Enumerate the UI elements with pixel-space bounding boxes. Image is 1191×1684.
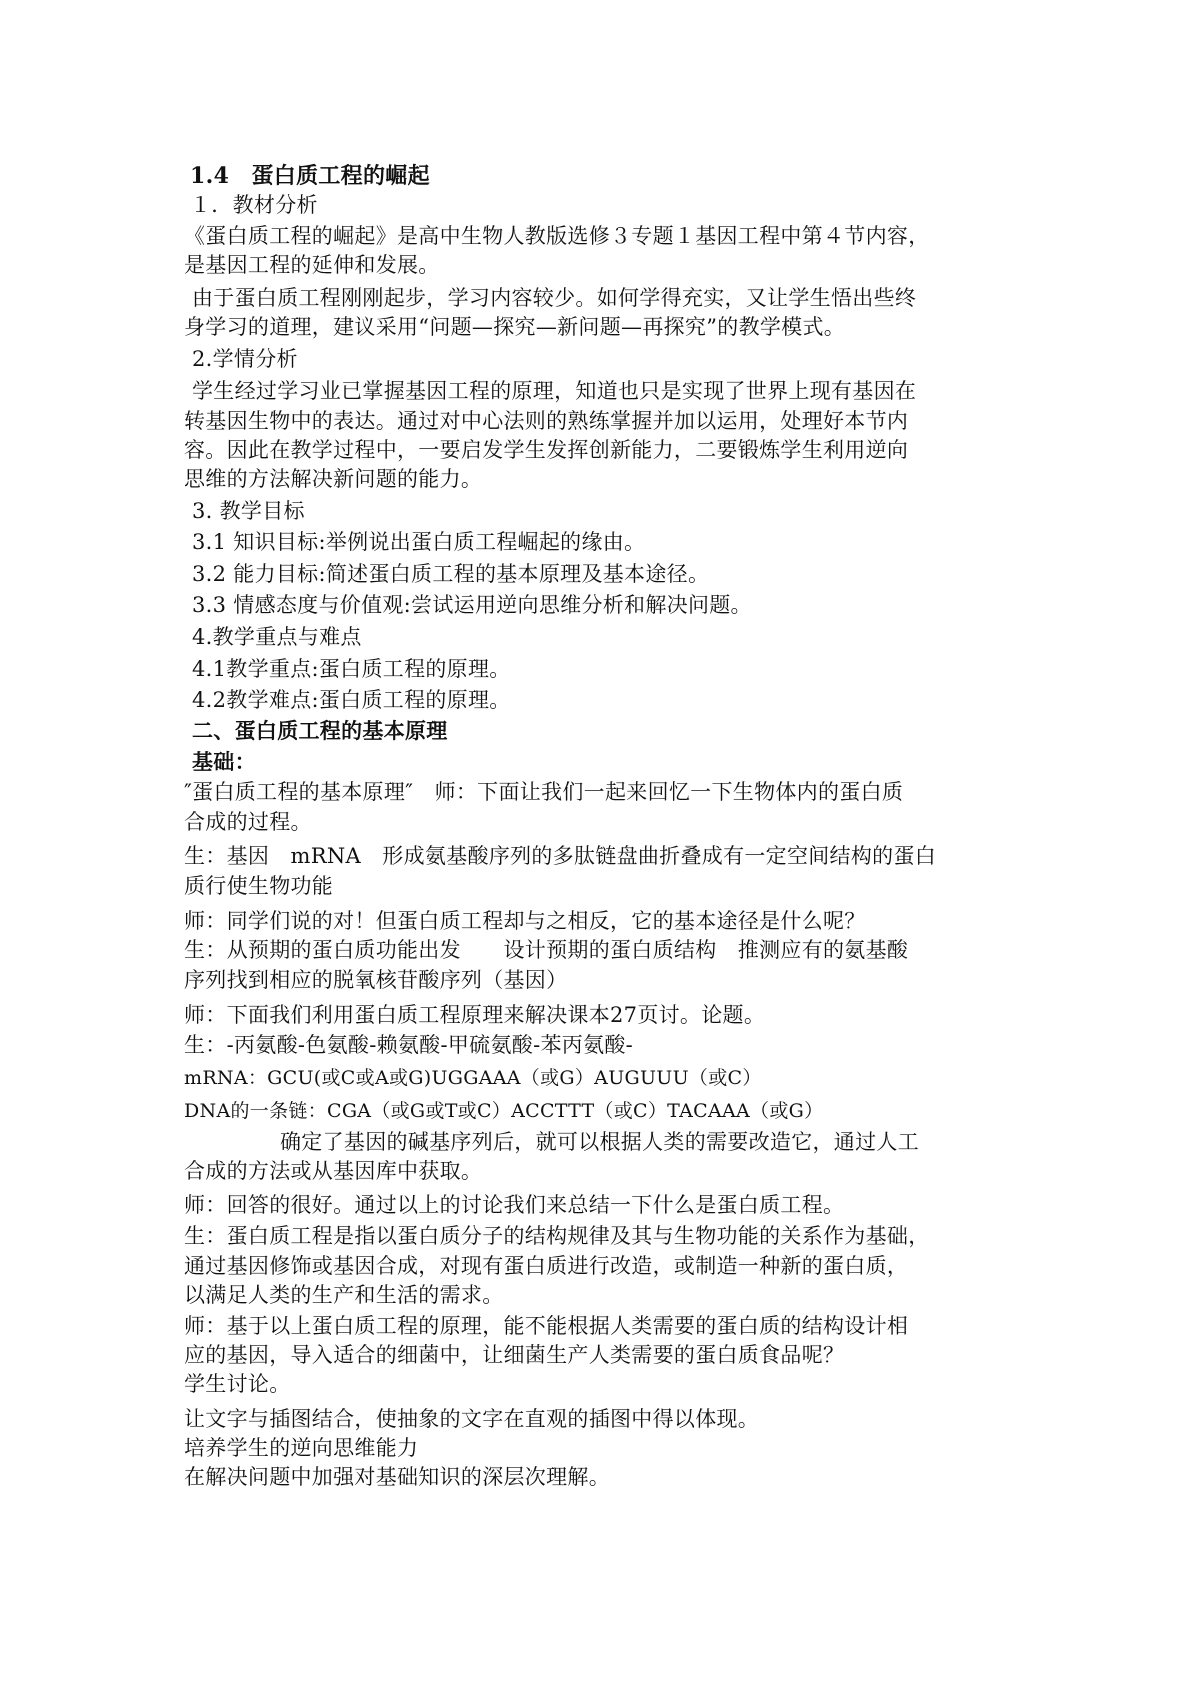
paragraph-line: 《蛋白质工程的崛起》是高中生物人教版选修３专题１基因工程中第４节内容， xyxy=(184,224,930,248)
section-heading: 3. 教学目标 xyxy=(192,499,305,523)
paragraph-line: 学生讨论。 xyxy=(184,1372,291,1396)
paragraph-line: 思维的方法解决新问题的能力。 xyxy=(184,467,483,491)
paragraph-line: 3.2 能力目标:简述蛋白质工程的基本原理及基本途径。 xyxy=(192,562,710,586)
paragraph-line: 合成的方法或从基因库中获取。 xyxy=(184,1159,483,1183)
paragraph-line: 序列找到相应的脱氧核苷酸序列（基因） xyxy=(184,968,568,992)
paragraph-line: 在解决问题中加强对基础知识的深层次理解。 xyxy=(184,1465,610,1489)
paragraph-line: 4.1教学重点:蛋白质工程的原理。 xyxy=(192,657,511,681)
subheading: 基础： xyxy=(192,749,256,774)
paragraph-line: 3.3 情感态度与价值观:尝试运用逆向思维分析和解决问题。 xyxy=(192,593,752,617)
paragraph-line: 生：-丙氨酸-色氨酸-赖氨酸-甲硫氨酸-苯丙氨酸- xyxy=(184,1033,634,1057)
section-heading: １．教材分析 xyxy=(190,193,318,217)
paragraph-line: 通过基因修饰或基因合成，对现有蛋白质进行改造，或制造一种新的蛋白质， xyxy=(184,1254,909,1278)
mrna-sequence-line: mRNA：GCU(或C或A或G)UGGAAA（或G）AUGUUU（或C） xyxy=(184,1067,762,1089)
dna-sequence-line: DNA的一条链：CGA（或G或T或C）ACCTTT（或C）TACAAA（或G） xyxy=(184,1100,824,1122)
paragraph-line: 合成的过程。 xyxy=(184,810,312,834)
paragraph-line: 师：下面我们利用蛋白质工程原理来解决课本27页讨。论题。 xyxy=(184,1003,766,1027)
section-heading: 4.教学重点与难点 xyxy=(192,625,362,649)
paragraph-line: 4.2教学难点:蛋白质工程的原理。 xyxy=(192,688,511,712)
paragraph-line: 容。因此在教学过程中，一要启发学生发挥创新能力，二要锻炼学生利用逆向 xyxy=(184,438,909,462)
paragraph-line: 生：蛋白质工程是指以蛋白质分子的结构规律及其与生物功能的关系作为基础， xyxy=(184,1224,930,1248)
paragraph-line: 学生经过学习业已掌握基因工程的原理，知道也只是实现了世界上现有基因在 xyxy=(192,379,917,403)
paragraph-line: 以满足人类的生产和生活的需求。 xyxy=(184,1283,504,1307)
paragraph-line: ″蛋白质工程的基本原理″ 师：下面让我们一起来回忆一下生物体内的蛋白质 xyxy=(184,780,904,804)
paragraph-line: 转基因生物中的表达。通过对中心法则的熟练掌握并加以运用，处理好本节内 xyxy=(184,409,909,433)
paragraph-line: 3.1 知识目标:举例说出蛋白质工程崛起的缘由。 xyxy=(192,530,646,554)
paragraph-line: 应的基因，导入适合的细菌中，让细菌生产人类需要的蛋白质食品呢？ xyxy=(184,1343,845,1367)
section-heading: 二、蛋白质工程的基本原理 xyxy=(192,718,448,743)
paragraph-line: 由于蛋白质工程刚刚起步，学习内容较少。如何学得充实，又让学生悟出些终 xyxy=(192,286,917,310)
paragraph-line: 身学习的道理，建议采用“问题—探究—新问题—再探究”的教学模式。 xyxy=(184,315,846,339)
paragraph-line: 生：基因 mRNA 形成氨基酸序列的多肽链盘曲折叠成有一定空间结构的蛋白 xyxy=(184,844,937,868)
paragraph-line: 师：基于以上蛋白质工程的原理，能不能根据人类需要的蛋白质的结构设计相 xyxy=(184,1314,909,1338)
paragraph-line: 师：回答的很好。通过以上的讨论我们来总结一下什么是蛋白质工程。 xyxy=(184,1193,845,1217)
paragraph-line: 是基因工程的延伸和发展。 xyxy=(184,253,440,277)
paragraph-line: 确定了基因的碱基序列后，就可以根据人类的需要改造它，通过人工 xyxy=(280,1130,919,1154)
paragraph-line: 让文字与插图结合，使抽象的文字在直观的插图中得以体现。 xyxy=(184,1407,760,1431)
paragraph-line: 生：从预期的蛋白质功能出发 设计预期的蛋白质结构 推测应有的氨基酸 xyxy=(184,938,909,962)
document-title: 1.4 蛋白质工程的崛起 xyxy=(190,163,430,189)
section-heading: 2.学情分析 xyxy=(192,347,298,371)
paragraph-line: 质行使生物功能 xyxy=(184,874,334,898)
paragraph-line: 师：同学们说的对！但蛋白质工程却与之相反，它的基本途径是什么呢？ xyxy=(184,909,866,933)
paragraph-line: 培养学生的逆向思维能力 xyxy=(184,1436,419,1460)
